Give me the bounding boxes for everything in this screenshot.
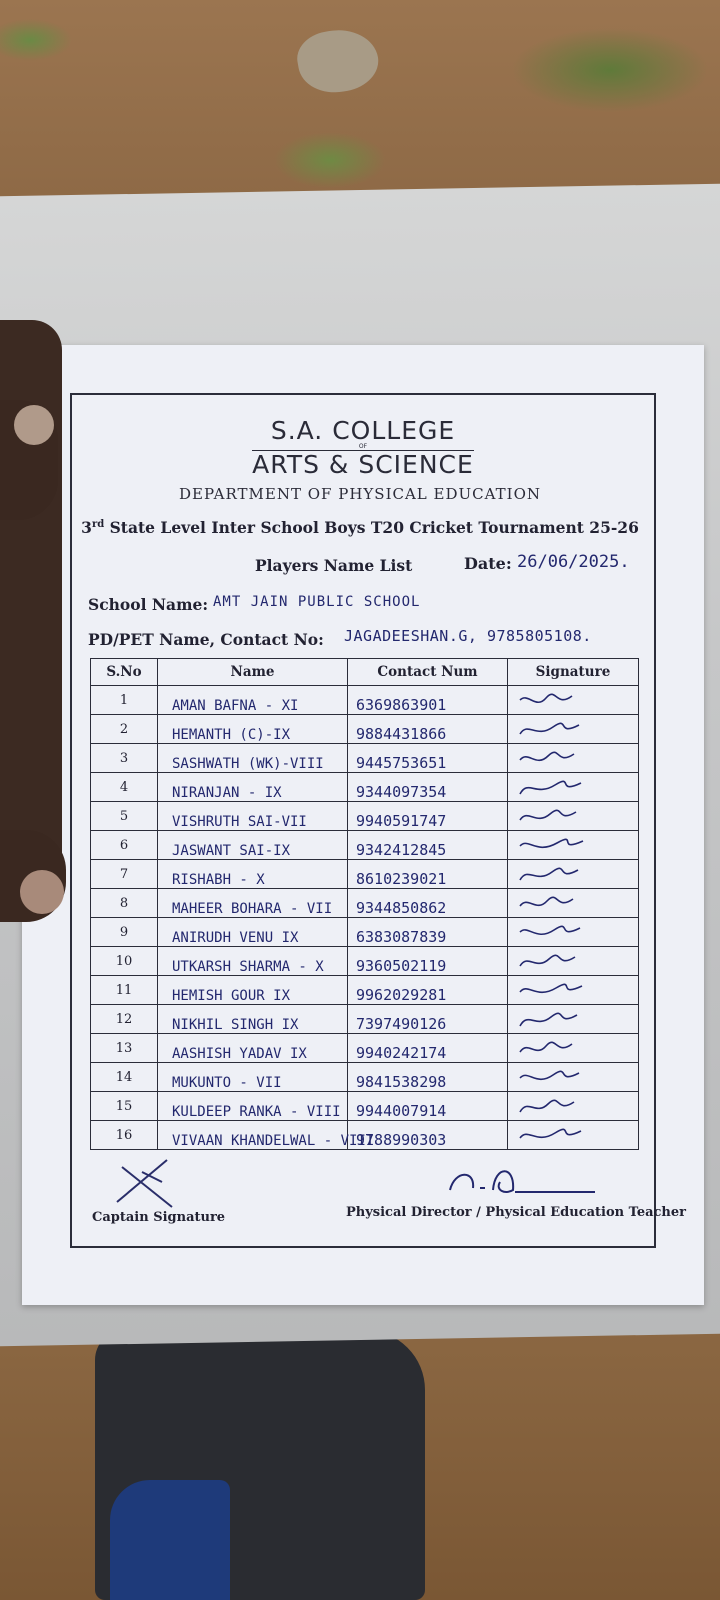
school-value: AMT JAIN PUBLIC SCHOOL: [213, 594, 421, 610]
row-sno: 12: [91, 1005, 158, 1034]
tournament-title: [80, 518, 640, 537]
college-of: OF: [358, 443, 368, 450]
row-signature: [508, 1121, 639, 1150]
college-name-line1: S.A. COLLEGE: [270, 416, 456, 445]
row-contact: 9940591747: [348, 802, 508, 831]
tournament-ordinal-suffix: rd: [91, 518, 105, 530]
pd-value: JAGADEESHAN.G, 9785805108.: [344, 627, 592, 645]
row-signature: [508, 860, 639, 889]
tournament-name: State Level Inter School Boys T20 Cricket Tournament 25-26: [109, 518, 639, 537]
row-contact: 9344097354: [348, 773, 508, 802]
header-contact: Contact Num: [348, 659, 508, 686]
row-contact: 9788990303: [348, 1121, 508, 1150]
row-signature: [508, 889, 639, 918]
table-row: [91, 1063, 639, 1092]
table-row: [91, 918, 639, 947]
date-label: Date:: [464, 554, 512, 573]
table-row: [91, 860, 639, 889]
row-name: AASHISH YADAV IX: [158, 1034, 348, 1063]
row-name: HEMANTH (C)-IX: [158, 715, 348, 744]
pd-signature-label: Physical Director / Physical Education Teacher: [346, 1205, 686, 1220]
table-row: [91, 1121, 639, 1150]
signature-scribble: [516, 806, 596, 826]
signature-scribble: [516, 719, 596, 739]
tournament-ordinal: 3: [81, 518, 92, 537]
row-sno: 7: [91, 860, 158, 889]
table-row: [91, 1092, 639, 1121]
header-sno: S.No: [91, 659, 158, 686]
row-contact: 9841538298: [348, 1063, 508, 1092]
row-signature: [508, 715, 639, 744]
table-row: [91, 976, 639, 1005]
row-name: UTKARSH SHARMA - X: [158, 947, 348, 976]
signature-scribble: [516, 1009, 596, 1029]
row-signature: [508, 1034, 639, 1063]
signature-scribble: [516, 980, 596, 1000]
row-sno: 2: [91, 715, 158, 744]
row-sno: 13: [91, 1034, 158, 1063]
list-title: Players Name List: [255, 556, 413, 575]
table-row: [91, 802, 639, 831]
row-name: MAHEER BOHARA - VII: [158, 889, 348, 918]
header-name: Name: [158, 659, 348, 686]
row-contact: 6383087839: [348, 918, 508, 947]
row-sno: 8: [91, 889, 158, 918]
row-sno: 1: [91, 686, 158, 715]
row-contact: 9884431866: [348, 715, 508, 744]
row-signature: [508, 1092, 639, 1121]
row-name: RISHABH - X: [158, 860, 348, 889]
row-name: NIRANJAN - IX: [158, 773, 348, 802]
row-sno: 11: [91, 976, 158, 1005]
signature-scribble: [516, 1067, 596, 1087]
row-sno: 15: [91, 1092, 158, 1121]
signature-scribble: [516, 1038, 596, 1058]
table-row: [91, 889, 639, 918]
table-row: [91, 1034, 639, 1063]
players-table: [90, 658, 639, 1150]
row-name: MUKUNTO - VII: [158, 1063, 348, 1092]
college-name-line2: ARTS & SCIENCE: [252, 450, 474, 479]
row-sno: 9: [91, 918, 158, 947]
row-signature: [508, 1005, 639, 1034]
row-name: KULDEEP RANKA - VIII: [158, 1092, 348, 1121]
signature-scribble: [516, 951, 596, 971]
row-contact: 6369863901: [348, 686, 508, 715]
table-row: [91, 744, 639, 773]
row-contact: 7397490126: [348, 1005, 508, 1034]
table-row: [91, 1005, 639, 1034]
row-signature: [508, 686, 639, 715]
row-sno: 14: [91, 1063, 158, 1092]
row-name: HEMISH GOUR IX: [158, 976, 348, 1005]
table-body: [91, 686, 639, 1150]
signature-scribble: [516, 777, 596, 797]
table-row: [91, 686, 639, 715]
header-signature: Signature: [508, 659, 639, 686]
signature-scribble: [516, 835, 596, 855]
row-contact: 9344850862: [348, 889, 508, 918]
table-header-row: [91, 659, 639, 686]
school-label: School Name:: [88, 595, 209, 614]
row-signature: [508, 773, 639, 802]
row-name: VIVAAN KHANDELWAL - VIII: [158, 1121, 348, 1150]
table-row: [91, 715, 639, 744]
row-sno: 5: [91, 802, 158, 831]
signature-scribble: [516, 690, 596, 710]
signature-scribble: [516, 748, 596, 768]
shoe-accent: [110, 1480, 230, 1600]
department-title: DEPARTMENT OF PHYSICAL EDUCATION: [178, 485, 541, 503]
pd-signature-mark: [445, 1160, 605, 1205]
row-name: JASWANT SAI-IX: [158, 831, 348, 860]
table-row: [91, 773, 639, 802]
signature-scribble: [516, 864, 596, 884]
captain-signature-label: Captain Signature: [92, 1210, 226, 1225]
table-row: [91, 831, 639, 860]
row-contact: 9940242174: [348, 1034, 508, 1063]
row-contact: 9944007914: [348, 1092, 508, 1121]
row-signature: [508, 831, 639, 860]
row-sno: 4: [91, 773, 158, 802]
pd-label: PD/PET Name, Contact No:: [88, 630, 324, 649]
row-signature: [508, 744, 639, 773]
row-name: ANIRUDH VENU IX: [158, 918, 348, 947]
signature-scribble: [516, 893, 596, 913]
row-sno: 10: [91, 947, 158, 976]
signature-scribble: [516, 1125, 596, 1145]
row-name: SASHWATH (WK)-VIII: [158, 744, 348, 773]
row-name: VISHRUTH SAI-VII: [158, 802, 348, 831]
row-sno: 16: [91, 1121, 158, 1150]
row-contact: 9342412845: [348, 831, 508, 860]
row-contact: 9445753651: [348, 744, 508, 773]
signature-scribble: [516, 1096, 596, 1116]
date-value: 26/06/2025.: [517, 552, 630, 572]
row-sno: 3: [91, 744, 158, 773]
row-contact: 9360502119: [348, 947, 508, 976]
row-signature: [508, 947, 639, 976]
row-contact: 8610239021: [348, 860, 508, 889]
college-logo: [233, 418, 493, 478]
signature-scribble: [516, 922, 596, 942]
row-signature: [508, 976, 639, 1005]
row-name: AMAN BAFNA - XI: [158, 686, 348, 715]
row-signature: [508, 918, 639, 947]
row-sno: 6: [91, 831, 158, 860]
row-signature: [508, 802, 639, 831]
captain-signature-mark: [112, 1152, 182, 1212]
row-name: NIKHIL SINGH IX: [158, 1005, 348, 1034]
finger-nail: [20, 870, 64, 914]
thumb-nail: [14, 405, 54, 445]
row-signature: [508, 1063, 639, 1092]
table-row: [91, 947, 639, 976]
row-contact: 9962029281: [348, 976, 508, 1005]
